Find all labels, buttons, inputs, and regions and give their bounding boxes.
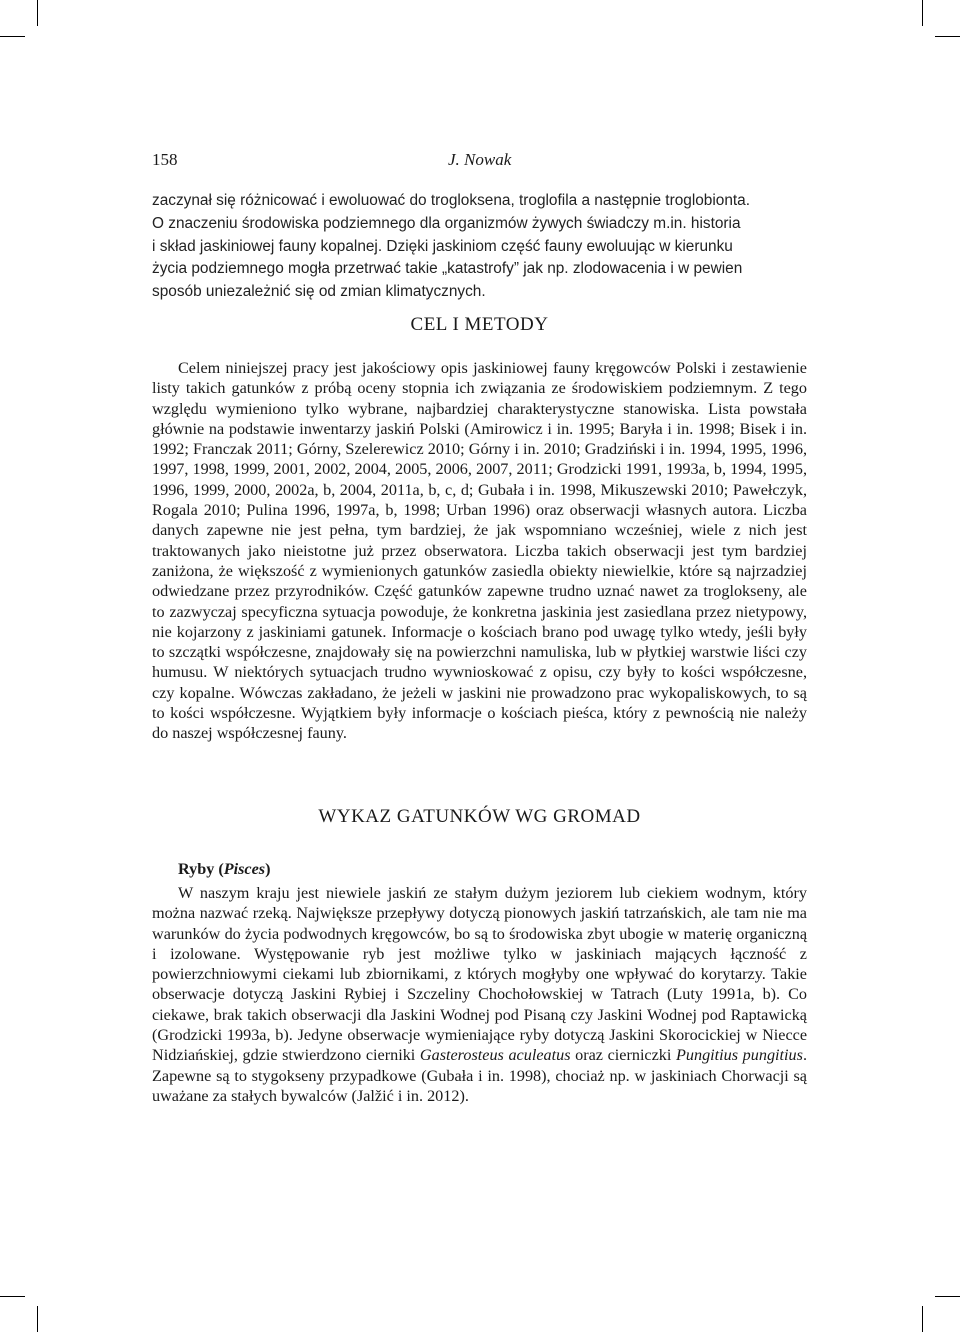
page-number: 158 bbox=[152, 150, 178, 169]
crop-mark-top-right bbox=[922, 0, 923, 26]
species-pungitius: Pungitius pungitius bbox=[676, 1046, 803, 1065]
subheading-label: Ryby ( bbox=[178, 860, 224, 878]
crop-mark-top-left-h bbox=[0, 36, 25, 37]
ryby-text-part3: . Zapewne są to stygokseny przypadkowe (Gubała i in. 1998), chociaż np. w jaskiniach Chorwacji są uważane za stałych bywalców (Jalžić i in. 2012). bbox=[152, 1046, 807, 1105]
crop-mark-top-left bbox=[37, 0, 38, 26]
section-heading-cel: CEL I METODY bbox=[410, 314, 549, 335]
crop-mark-bottom-right-h bbox=[935, 1296, 960, 1297]
section-heading-wykaz: WYKAZ GATUNKÓW WG GROMAD bbox=[318, 806, 641, 827]
species-gasterosteus: Gasterosteus aculeatus bbox=[419, 1046, 571, 1065]
subheading-close: ) bbox=[265, 860, 271, 878]
cel-paragraph: Celem niniejszej pracy jest jakościowy opis jaskiniowej fauny kręgowców Polski i zestawienie listy takich gatunków z próbą oceny stopnia ich związania ze środowiskiem podziemnym. Z tego względu wymieniono tylko wybrane, najbardziej charakterystyczne stanowiska. Lista powstała głównie na podstawie inwentarzy jaskiń Polski (Amirowicz i in. 1995; Baryła i in. 1998; Bisek i in. 1992; Franczak 2011; Górny, Szelerewicz 2010; Górny i in. 2010; Gradziński i in. 1994, 1995, 1996, 1997, 1998, 1999, 2001, 2002, 2004, 2005, 2006, 2007, 2011; Grodzicki 1991, 1993a, b, 1994, 1995, 1996, 1999, 2000, 2002a, b, 2004, 2011a, b, c, d; Gubała i in. 1998, Mikuszewski 2010; Pawełczyk, Rogala 2010; Pulina 1996, 1997a, b, 1998; Urban 1996) oraz obserwacji własnych autora. Liczba danych zapewne nie jest pełna, tym bardziej, że jak wspomniano wcześniej, wiele z nich jest traktowanych jako nieistotne już przez obserwatora. Liczba takich obserwacji jest tym bardziej zaniżona, że większość z wymienionych gatunków zasiedla obiekty niewielkie, które są najrzadziej odwiedzane przez przyrodników. Część gatunków zapewne trudno uznać nawet za troglokseny, ale to zazwyczaj specyficzna sytuacja powoduje, że konkretna jaskinia jest zasiedlana przez nietypowy, nie kojarzony z jaskiniami gatunek. Informacje o kościach brano pod uwagę tylko wtedy, jeśli były to szczątki współczesne, znajdowały się na powierzchni namuliska, lub w płytkiej warstwie liści czy humusu. W niektórych sytuacjach trudno wywnioskować z opisu, czy były to kości współczesne, czy kopalne. Wówczas zakładano, że jeżeli w jaskini nie prowadzono prac wykopaliskowych, to są to kości współczesne. Wyjątkiem były informacje o kościach pieśca, który z pewnością nie należy do naszej współczesnej fauny. bbox=[152, 359, 807, 743]
ryby-paragraph bbox=[152, 883, 807, 1106]
crop-mark-top-right-h bbox=[935, 36, 960, 37]
running-head: J. Nowak bbox=[448, 150, 512, 169]
crop-mark-bottom-left-h bbox=[0, 1296, 25, 1297]
intro-paragraph: zaczynał się różnicować i ewoluować do trogloksena, troglofila a następnie troglobionta. O znaczeniu środowiska podziemnego dla organizmów żywych świadczy m.in. historia i skład jaskiniowej fauny kopalnej. Dzięki jaskiniom część fauny ewoluując w kierunku życia podziemnego mogła przetrwać takie „katastrofy” jak np. zlodowacenia i w pewien sposób uniezależnić się od zmian klimatycznych. bbox=[152, 192, 751, 301]
crop-mark-bottom-right bbox=[922, 1306, 923, 1332]
ryby-text-part2: oraz cierniczki bbox=[570, 1046, 677, 1065]
subheading-latin: Pisces bbox=[223, 860, 266, 878]
subheading-ryby bbox=[178, 860, 271, 879]
crop-mark-bottom-left bbox=[37, 1306, 38, 1332]
ryby-text-part1: W naszym kraju jest niewiele jaskiń ze stałym dużym jeziorem lub ciekiem wodnym, który można nazwać rzeką. Największe przepływy dotyczą pionowych jaskiń tatrzańskich, ale tam nie ma warunków do życia podwodnych kręgowców, bo są to środowiska zbyt ubogie w materię organiczną i izolowane. Występowanie ryb jest możliwe tylko w jaskiniach mających łączność z powierzchniowymi ciekami lub zbiornikami, z których mogłyby one wpływać do korytarzy. Takie obserwacje dotyczą Jaskini Rybiej i Szczeliny Chochołowskiej w Tatrach (Luty 1991a, b). Co ciekawe, brak takich obserwacji dla Jaskini Wodnej pod Pisaną czy Jaskini Wodnej pod Raptawicką (Grodzicki 1993a, b). Jedyne obserwacje wymieniające ryby dotyczą Jaskini Skorocickiej w Niecce Nidziańskiej, gdzie stwierdzono cierniki bbox=[152, 884, 807, 1065]
